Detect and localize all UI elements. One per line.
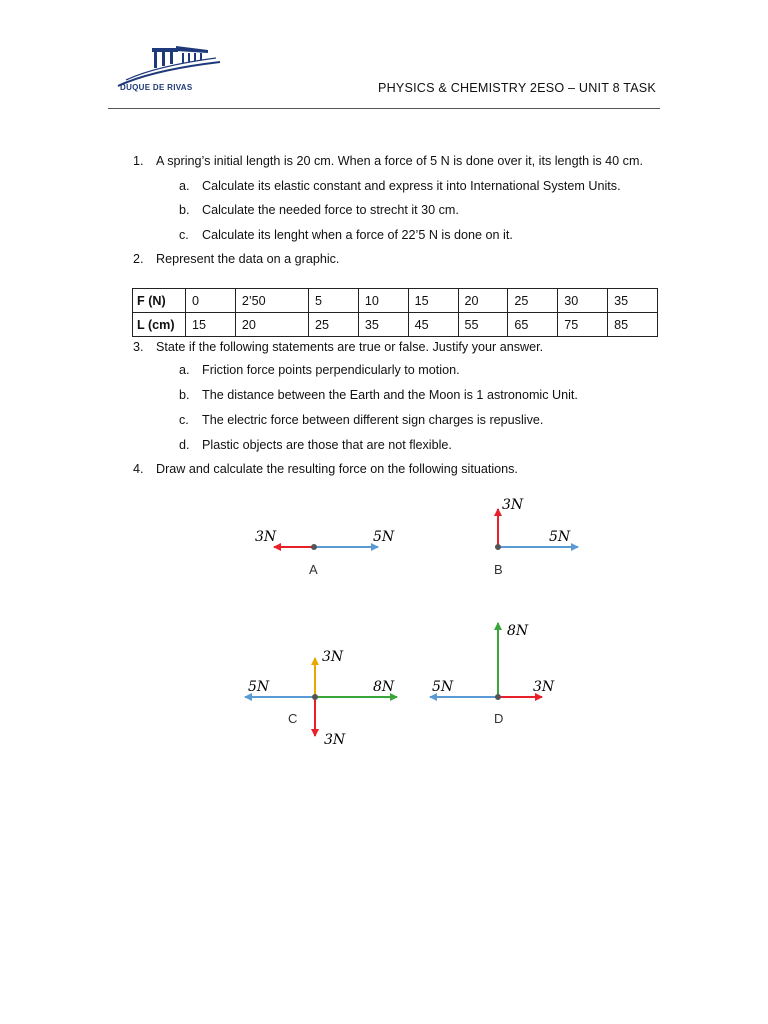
force-label: 5N xyxy=(549,529,571,545)
item-text: Calculate its elastic constant and express it into International System Units. xyxy=(202,179,621,193)
item-text: Calculate its lenght when a force of 22’5 N is done on it. xyxy=(202,228,513,242)
table-cell: 15 xyxy=(186,313,236,337)
table-cell: 30 xyxy=(558,289,608,313)
item-text: Friction force points perpendicularly to motion. xyxy=(202,363,460,377)
table-cell: 45 xyxy=(408,313,458,337)
row-header: L (cm) xyxy=(133,313,186,337)
table-cell: 0 xyxy=(186,289,236,313)
row-header: F (N) xyxy=(133,289,186,313)
item-letter: c. xyxy=(179,228,189,242)
question-number: 4. xyxy=(133,462,144,476)
diagram-a xyxy=(255,529,395,577)
table-cell: 35 xyxy=(358,313,408,337)
item-letter: a. xyxy=(179,363,190,377)
force-label: 3N xyxy=(324,732,346,748)
page-title: PHYSICS & CHEMISTRY 2ESO – UNIT 8 TASK xyxy=(378,81,656,95)
item-text: Plastic objects are those that are not flexible. xyxy=(202,438,452,452)
question-number: 1. xyxy=(133,154,144,168)
diagram-caption: D xyxy=(494,711,504,726)
table-cell: 25 xyxy=(508,289,558,313)
force-label: 3N xyxy=(255,529,277,545)
table-cell: 5 xyxy=(308,289,358,313)
force-label: 5N xyxy=(432,679,454,695)
item-letter: b. xyxy=(179,388,190,402)
diagram-b xyxy=(494,497,578,577)
body-point xyxy=(311,544,317,550)
body-point xyxy=(312,694,318,700)
table-cell: 65 xyxy=(508,313,558,337)
table-cell: 2’50 xyxy=(235,289,308,313)
item-text: The distance between the Earth and the Moon is 1 astronomic Unit. xyxy=(202,388,578,402)
force-label: 3N xyxy=(322,649,344,665)
item-letter: b. xyxy=(179,203,190,217)
item-letter: d. xyxy=(179,438,190,452)
item-letter: c. xyxy=(179,413,189,427)
force-label: 8N xyxy=(507,623,529,639)
force-label: 3N xyxy=(533,679,555,695)
question-text: A spring’s initial length is 20 cm. When a force of 5 N is done over it, its length is 40 cm. xyxy=(156,154,643,168)
table-cell: 55 xyxy=(458,313,508,337)
question-number: 2. xyxy=(133,252,144,266)
table-cell: 20 xyxy=(235,313,308,337)
item-letter: a. xyxy=(179,179,190,193)
logo-text: DUQUE DE RIVAS xyxy=(120,83,193,92)
table-cell: 85 xyxy=(608,313,658,337)
table-cell: 25 xyxy=(308,313,358,337)
force-label: 5N xyxy=(373,529,395,545)
force-label: 8N xyxy=(373,679,395,695)
question-number: 3. xyxy=(133,340,144,354)
table-cell: 20 xyxy=(458,289,508,313)
table-cell: 75 xyxy=(558,313,608,337)
body-point xyxy=(495,694,501,700)
question-text: Draw and calculate the resulting force on the following situations. xyxy=(156,462,518,476)
diagram-caption: C xyxy=(288,711,298,726)
diagram-caption: A xyxy=(309,562,318,577)
force-label: 3N xyxy=(502,497,524,513)
table-cell: 35 xyxy=(608,289,658,313)
body-point xyxy=(495,544,501,550)
diagram-d xyxy=(430,623,555,726)
item-text: Calculate the needed force to strecht it 30 cm. xyxy=(202,203,459,217)
diagram-caption: B xyxy=(494,562,503,577)
diagram-c xyxy=(245,649,397,748)
force-label: 5N xyxy=(248,679,270,695)
table-cell: 15 xyxy=(408,289,458,313)
question-text: State if the following statements are true or false. Justify your answer. xyxy=(156,340,544,354)
table-cell: 10 xyxy=(358,289,408,313)
question-text: Represent the data on a graphic. xyxy=(156,252,340,266)
item-text: The electric force between different sign charges is repuslive. xyxy=(202,413,544,427)
